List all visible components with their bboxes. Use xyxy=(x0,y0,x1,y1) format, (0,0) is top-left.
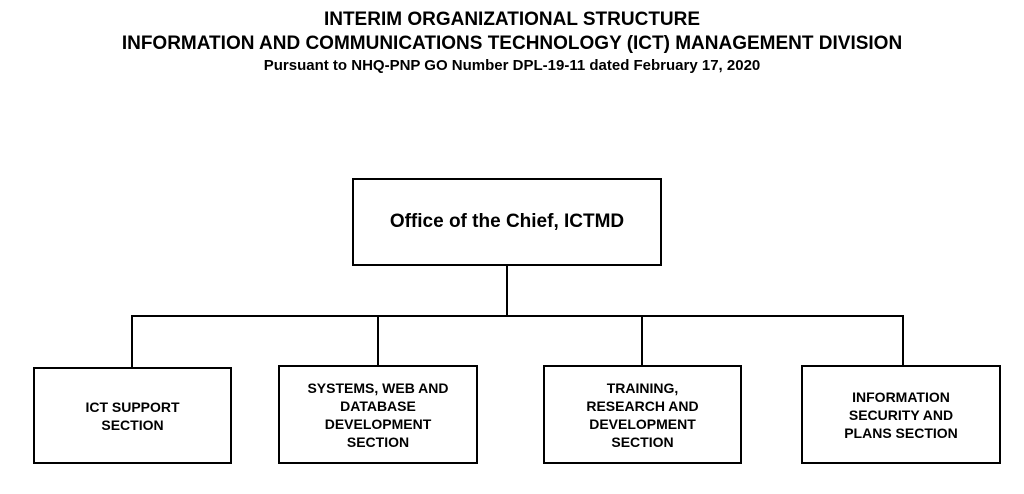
org-node-ict-support-section xyxy=(33,367,232,464)
chart-header xyxy=(0,8,1024,76)
root-connector-line xyxy=(506,266,508,316)
horizontal-bus-line xyxy=(131,315,904,317)
org-node-label: INFORMATION SECURITY AND PLANS SECTION xyxy=(844,388,958,441)
org-node-office-of-the-chief xyxy=(352,178,662,266)
org-node-label: SYSTEMS, WEB AND DATABASE DEVELOPMENT SECTION xyxy=(307,379,449,450)
chart-subtitle: INFORMATION AND COMMUNICATIONS TECHNOLOGY (ICT) MANAGEMENT DIVISION xyxy=(121,33,903,54)
child-connector-line-3 xyxy=(641,315,643,365)
org-node-label: Office of the Chief, ICTMD xyxy=(389,211,625,232)
org-node-systems-web-database-section xyxy=(278,365,478,464)
chart-title: INTERIM ORGANIZATIONAL STRUCTURE xyxy=(323,9,701,30)
child-connector-line-1 xyxy=(131,315,133,367)
org-node-training-research-section xyxy=(543,365,742,464)
child-connector-line-4 xyxy=(902,315,904,365)
org-node-information-security-section xyxy=(801,365,1001,464)
child-connector-line-2 xyxy=(377,315,379,365)
org-node-label: TRAINING, RESEARCH AND DEVELOPMENT SECTION xyxy=(586,379,699,450)
org-node-label: ICT SUPPORT SECTION xyxy=(85,398,180,433)
chart-reference: Pursuant to NHQ-PNP GO Number DPL-19-11 dated February 17, 2020 xyxy=(263,57,761,74)
